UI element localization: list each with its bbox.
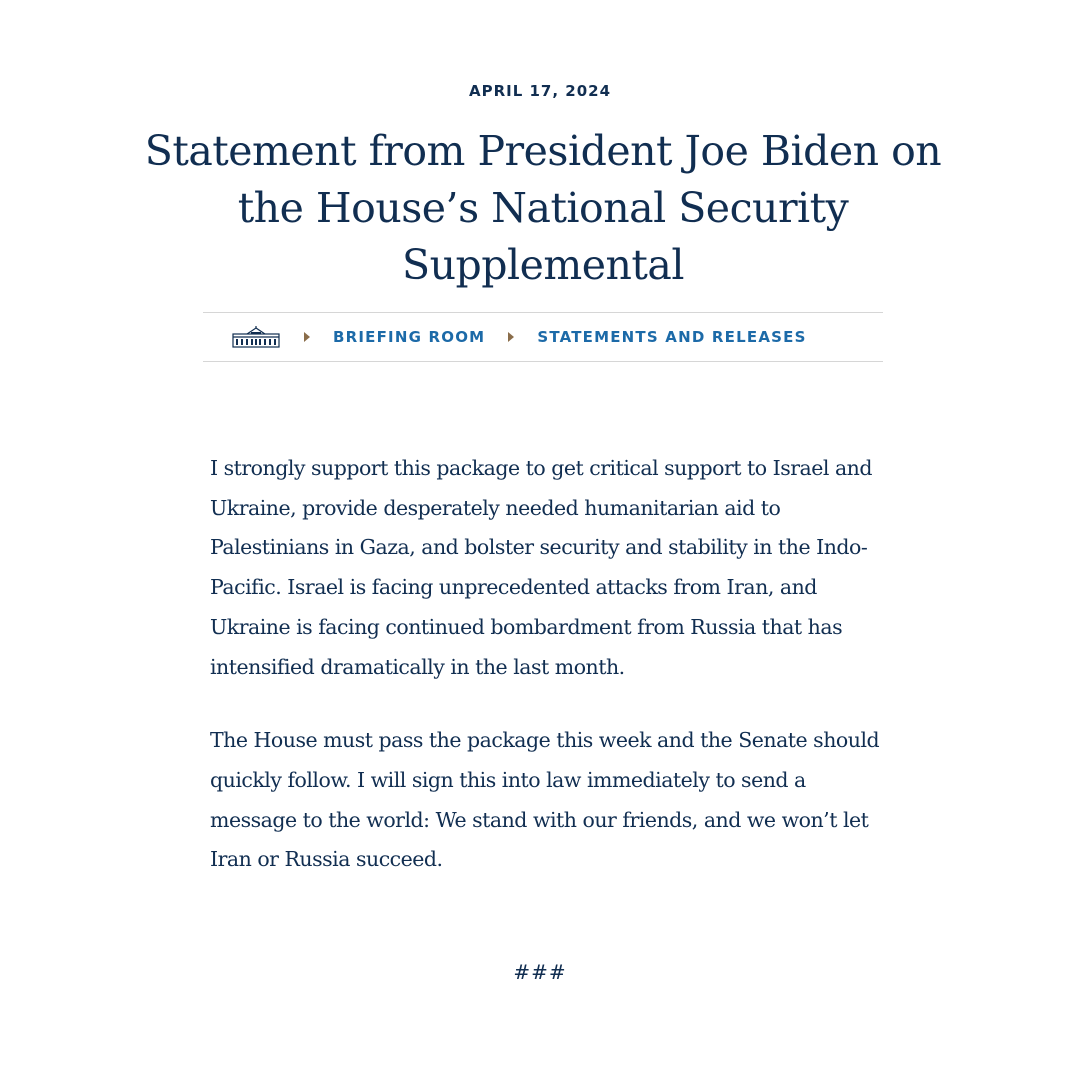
breadcrumb-briefing-room[interactable]: BRIEFING ROOM — [333, 328, 486, 346]
page-title: Statement from President Joe Biden on the House’s National Security Supplemental — [144, 127, 942, 289]
white-house-icon-graphic — [231, 325, 281, 349]
chevron-right-icon — [508, 332, 514, 342]
article-date: APRIL 17, 2024 — [468, 82, 612, 100]
breadcrumb-statements-and-releases[interactable]: STATEMENTS AND RELEASES — [537, 328, 807, 346]
chevron-right-icon — [304, 332, 310, 342]
end-mark: ### — [513, 960, 567, 984]
white-house-icon[interactable] — [231, 325, 281, 349]
breadcrumb — [203, 312, 883, 362]
article-body — [210, 449, 880, 914]
paragraph: I strongly support this package to get critical support to Israel and Ukraine, provide desperately needed humanitarian aid to Palestinians in Gaza, and bolster security and stability in the Indo-Pacific. Israel is facing unprecedented attacks from Iran, and Ukraine is facing continued bombardment from Russia that has intensified dramatically in the last month. — [210, 456, 872, 679]
paragraph: The House must pass the package this week and the Senate should quickly follow. I will sign this into law immediately to send a message to the world: We stand with our friends, and we won’t let Iran or Russia succeed. — [210, 728, 880, 872]
